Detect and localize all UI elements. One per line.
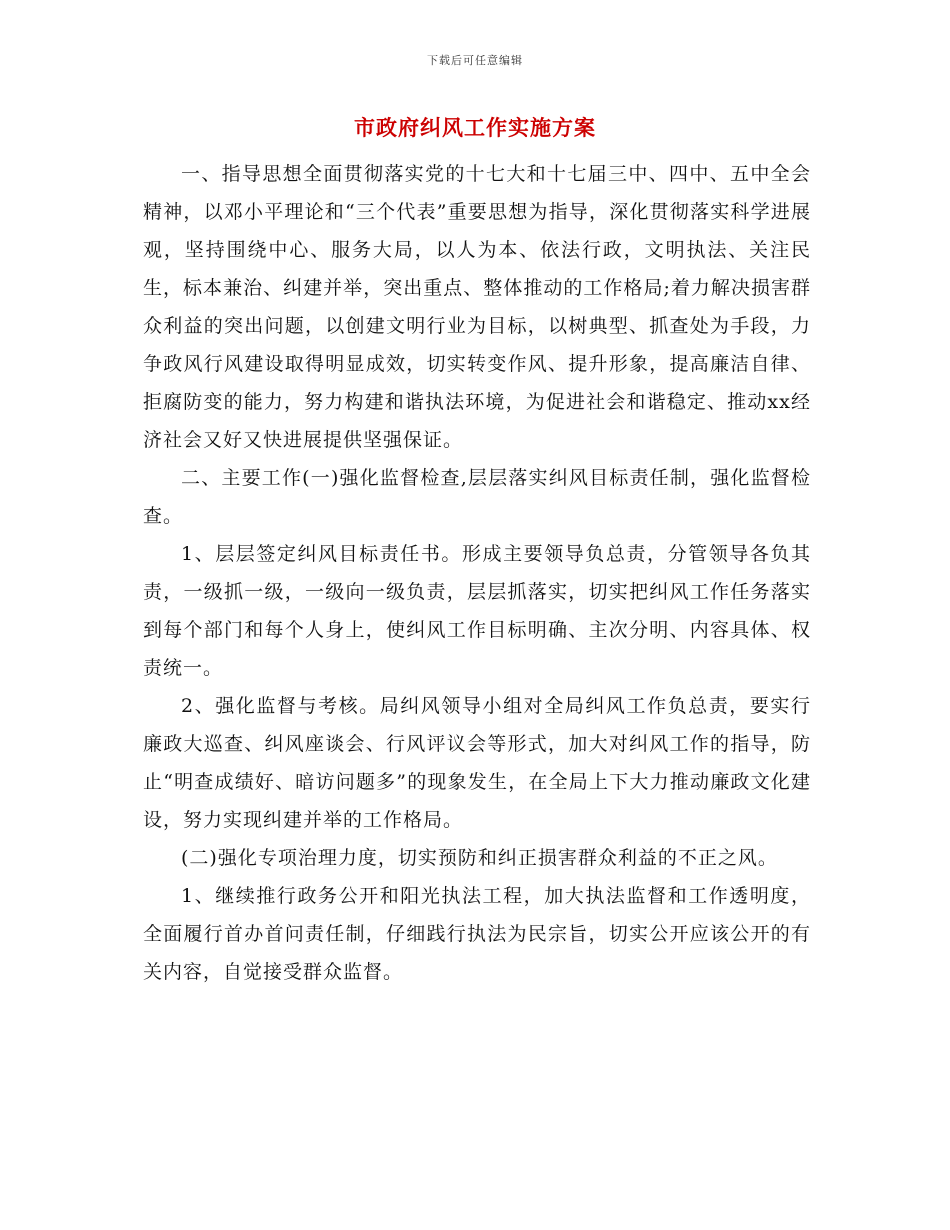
- paragraph-supervision-assessment: 2、强化监督与考核。局纠风领导小组对全局纠风工作负总责，要实行廉政大巡查、纠风座谈会、行风评议会等形式，加大对纠风工作的指导，防止“明查成绩好、暗访问题多”的现象发生，在全局上下大力推动廉政文化建设，努力实现纠建并举的工作格局。: [143, 695, 811, 831]
- document-title: 市政府纠风工作实施方案: [354, 115, 596, 140]
- paragraph-main-work: 二、主要工作(一)强化监督检查,层层落实纠风目标责任制，强化监督检查。: [143, 467, 811, 527]
- paragraph-special-governance: (二)强化专项治理力度，切实预防和纠正损害群众利益的不正之风。: [181, 847, 778, 869]
- document-body: [143, 155, 811, 991]
- page-header-note: 下载后可任意编辑: [427, 54, 523, 67]
- paragraph-government-openness: 1、继续推行政务公开和阳光执法工程，加大执法监督和工作透明度，全面履行首办首问责任制，仔细践行执法为民宗旨，切实公开应该公开的有关内容，自觉接受群众监督。: [143, 885, 811, 983]
- paragraph-guiding-ideology: 一、指导思想全面贯彻落实党的十七大和十七届三中、四中、五中全会精神，以邓小平理论和“三个代表”重要思想为指导，深化贯彻落实科学进展观，坚持围绕中心、服务大局，以人为本、依法行政，文明执法、关注民生，标本兼治、纠建并举，突出重点、整体推动的工作格局;着力解决损害群众利益的突出问题，以创建文明行业为目标，以树典型、抓查处为手段，力争政风行风建设取得明显成效，切实转变作风、提升形象，提高廉洁自律、拒腐防变的能力，努力构建和谐执法环境，为促进社会和谐稳定、推动xx经济社会又好又快进展提供坚强保证。: [143, 163, 811, 451]
- paragraph-responsibility-letter: 1、层层签定纠风目标责任书。形成主要领导负总责，分管领导各负其责，一级抓一级，一级向一级负责，层层抓落实，切实把纠风工作任务落实到每个部门和每个人身上，使纠风工作目标明确、主次分明、内容具体、权责统一。: [143, 543, 811, 679]
